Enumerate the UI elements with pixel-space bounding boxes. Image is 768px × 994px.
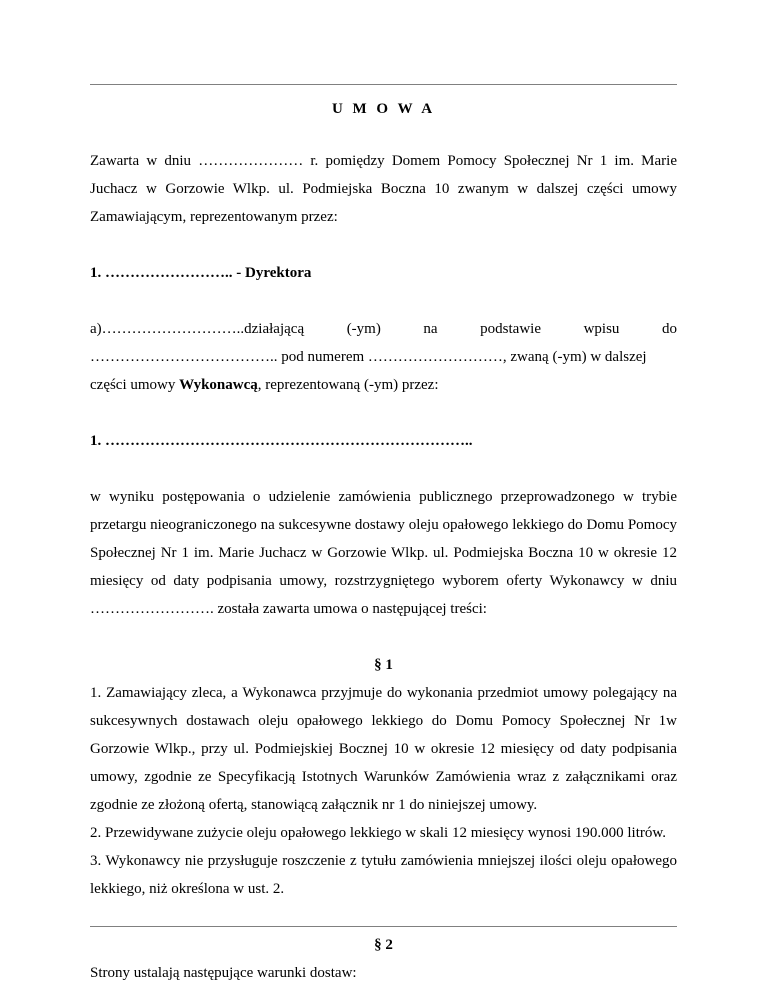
contractor-word: na (423, 321, 438, 337)
section-1-heading: § 1 (374, 657, 393, 673)
section-1-item: 2. Przewidywane zużycie oleju opałowego lekkiego w skali 12 miesięcy wynosi 190.000 litrów. (90, 825, 666, 841)
representative-1: 1. …………………….. - Dyrektora (90, 265, 312, 281)
contractor-line-3-pre: części umowy (90, 377, 180, 393)
section-1-item: 3. Wykonawcy nie przysługuje roszczenie z tytułu zamówienia mniejszej ilości oleju opałowego lekkiego, niż określona w ust. 2. (90, 853, 677, 897)
contractor-word: (-ym) (346, 321, 381, 337)
contractor-line-1 (90, 315, 677, 343)
section-2-text: Strony ustalają następujące warunki dostaw: (90, 965, 357, 981)
document-title: U M O W A (331, 101, 436, 117)
intro-paragraph: Zawarta w dniu ………………… r. pomiędzy Domem Pomocy Społecznej Nr 1 im. Marie Juchacz w Gorzowie Wlkp. ul. Podmiejska Boczna 10 zwanym w dalszej części umowy Zamawiającym, reprezentowanym przez: (90, 153, 677, 225)
procurement-paragraph: w wyniku postępowania o udzielenie zamówienia publicznego przeprowadzonego w trybie przetargu nieograniczonego na sukcesywne dostawy oleju opałowego lekkiego do Domu Pomocy Społecznej Nr 1 im. Marie Juchacz w Gorzowie Wlkp. ul. Podmiejska Boczna 10 w okresie 12 miesięcy od daty podpisania umowy, rozstrzygniętego wyborem oferty Wykonawcy w dniu ……………………. została zawarta umowa o następującej treści: (90, 489, 677, 617)
representative-2: 1. ……………………………………………………………….. (90, 433, 473, 449)
section-1-item: 1. Zamawiający zleca, a Wykonawca przyjmuje do wykonania przedmiot umowy polegający na sukcesywnych dostawach oleju opałowego lekkiego do Domu Pomocy Społecznej Nr 1w Gorzowie Wlkp., przy ul. Podmiejskiej Bocznej 10 w okresie 12 miesięcy od daty podpisania umowy, zgodnie ze Specyfikacją Istotnych Warunków Zamówienia wraz z załącznikami oraz zgodnie ze złożoną ofertą, stanowiącą załącznik nr 1 do niniejszej umowy. (90, 685, 677, 813)
contractor-line-3 (90, 371, 677, 399)
section-2-heading: § 2 (374, 937, 393, 953)
contractor-label: Wykonawcą (179, 377, 258, 393)
contractor-word: do (662, 321, 677, 337)
contractor-word: a)………………………..działającą (90, 321, 305, 337)
header-rule (90, 84, 677, 85)
contractor-line-3-post: , reprezentowaną (-ym) przez: (257, 377, 439, 393)
footer-rule (90, 926, 677, 927)
contractor-line-2: ……………………………….. pod numerem ………………………, zwaną (-ym) w dalszej (90, 349, 647, 365)
document-body (90, 95, 677, 987)
contractor-word: podstawie (480, 321, 541, 337)
contractor-word: wpisu (583, 321, 620, 337)
